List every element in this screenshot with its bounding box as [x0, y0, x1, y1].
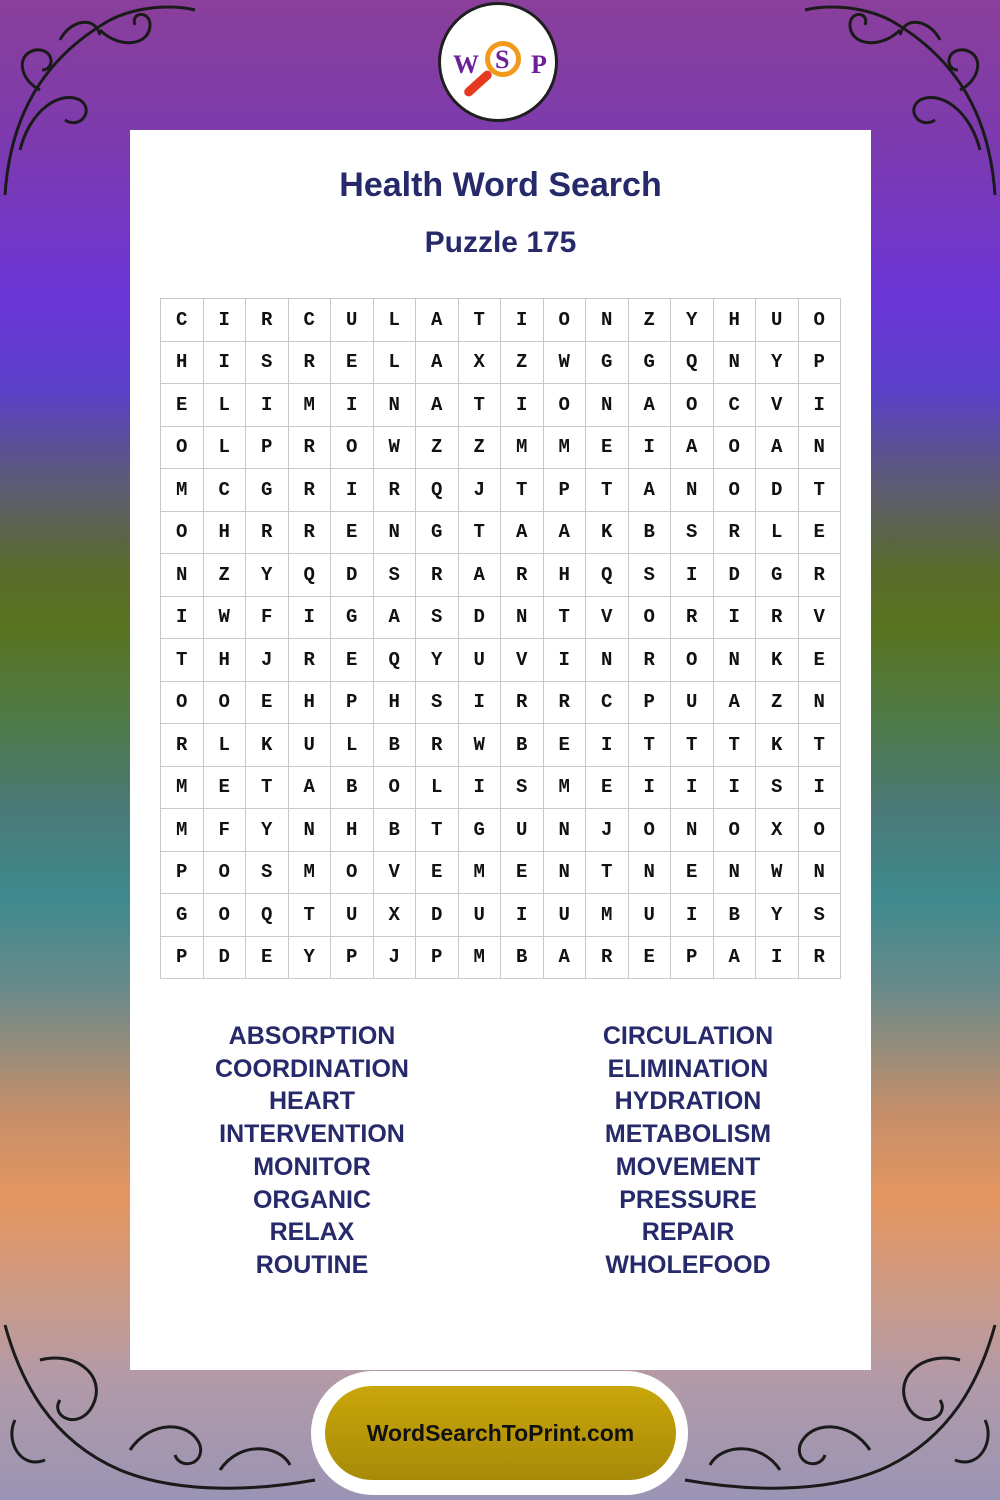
grid-cell[interactable]: F	[204, 809, 247, 852]
grid-cell[interactable]: S	[246, 852, 289, 895]
grid-cell[interactable]: S	[756, 767, 799, 810]
grid-cell[interactable]: I	[671, 554, 714, 597]
grid-cell[interactable]: T	[586, 469, 629, 512]
grid-cell[interactable]: S	[501, 767, 544, 810]
grid-cell[interactable]: I	[671, 894, 714, 937]
grid-cell[interactable]: O	[671, 384, 714, 427]
grid-cell[interactable]: N	[671, 809, 714, 852]
grid-cell[interactable]: Z	[416, 427, 459, 470]
grid-cell[interactable]: E	[204, 767, 247, 810]
grid-cell[interactable]: I	[671, 767, 714, 810]
grid-cell[interactable]: I	[714, 597, 757, 640]
grid-cell[interactable]: R	[799, 554, 842, 597]
grid-cell[interactable]: L	[204, 427, 247, 470]
grid-cell[interactable]: A	[671, 427, 714, 470]
grid-cell[interactable]: H	[204, 639, 247, 682]
grid-cell[interactable]: T	[586, 852, 629, 895]
grid-cell[interactable]: Y	[671, 299, 714, 342]
grid-cell[interactable]: G	[459, 809, 502, 852]
grid-cell[interactable]: S	[671, 512, 714, 555]
grid-cell[interactable]: Q	[289, 554, 332, 597]
grid-cell[interactable]: L	[756, 512, 799, 555]
grid-cell[interactable]: O	[331, 852, 374, 895]
grid-cell[interactable]: K	[586, 512, 629, 555]
word-list-item: ABSORPTION	[228, 1022, 396, 1050]
grid-cell[interactable]: A	[629, 384, 672, 427]
grid-cell[interactable]: A	[714, 937, 757, 980]
grid-cell[interactable]: R	[416, 554, 459, 597]
grid-cell[interactable]: N	[161, 554, 204, 597]
grid-cell[interactable]: A	[629, 469, 672, 512]
grid-cell[interactable]: S	[416, 682, 459, 725]
grid-cell[interactable]: O	[714, 809, 757, 852]
grid-cell[interactable]: U	[756, 299, 799, 342]
grid-cell[interactable]: A	[501, 512, 544, 555]
grid-cell[interactable]: E	[799, 512, 842, 555]
grid-cell[interactable]: N	[799, 682, 842, 725]
grid-cell[interactable]: Z	[459, 427, 502, 470]
word-list-item: INTERVENTION	[219, 1120, 405, 1149]
grid-cell[interactable]: T	[501, 469, 544, 512]
grid-cell[interactable]: A	[714, 682, 757, 725]
grid-cell[interactable]: D	[756, 469, 799, 512]
grid-cell[interactable]: C	[204, 469, 247, 512]
word-list-item: MONITOR	[253, 1152, 371, 1181]
grid-cell[interactable]: O	[161, 427, 204, 470]
grid-cell[interactable]: B	[374, 809, 417, 852]
page-title: Health Word Search	[339, 166, 662, 204]
grid-cell[interactable]: N	[544, 852, 587, 895]
grid-cell[interactable]: O	[799, 809, 842, 852]
grid-cell[interactable]: Z	[204, 554, 247, 597]
grid-cell[interactable]: U	[671, 682, 714, 725]
grid-cell[interactable]: I	[756, 937, 799, 980]
grid-cell[interactable]: K	[756, 639, 799, 682]
grid-cell[interactable]: R	[501, 554, 544, 597]
grid-cell[interactable]: E	[544, 724, 587, 767]
grid-cell[interactable]: G	[246, 469, 289, 512]
grid-cell[interactable]: Q	[246, 894, 289, 937]
puzzle-card	[130, 130, 871, 1370]
grid-cell[interactable]: M	[161, 767, 204, 810]
grid-cell[interactable]: E	[629, 937, 672, 980]
grid-cell[interactable]: R	[629, 639, 672, 682]
logo-letter-s: S	[495, 45, 510, 74]
grid-cell[interactable]: V	[501, 639, 544, 682]
grid-cell[interactable]: M	[544, 427, 587, 470]
grid-cell[interactable]: N	[629, 852, 672, 895]
grid-cell[interactable]: S	[799, 894, 842, 937]
grid-cell[interactable]: S	[374, 554, 417, 597]
site-logo[interactable]	[438, 2, 558, 122]
grid-cell[interactable]: W	[459, 724, 502, 767]
grid-cell[interactable]: I	[799, 384, 842, 427]
grid-cell[interactable]: P	[246, 427, 289, 470]
grid-cell[interactable]: L	[374, 342, 417, 385]
grid-cell[interactable]: I	[501, 384, 544, 427]
grid-cell[interactable]: T	[671, 724, 714, 767]
grid-cell[interactable]: R	[289, 469, 332, 512]
grid-cell[interactable]: Y	[756, 894, 799, 937]
grid-cell[interactable]: B	[331, 767, 374, 810]
grid-cell[interactable]: I	[161, 597, 204, 640]
grid-cell[interactable]: A	[374, 597, 417, 640]
puzzle-number: Puzzle 175	[424, 226, 577, 259]
grid-cell[interactable]: A	[416, 299, 459, 342]
grid-cell[interactable]: B	[629, 512, 672, 555]
grid-cell[interactable]: Z	[756, 682, 799, 725]
grid-cell[interactable]: E	[416, 852, 459, 895]
grid-cell[interactable]: A	[544, 937, 587, 980]
word-list-item: METABOLISM	[604, 1120, 772, 1149]
grid-cell[interactable]: Y	[756, 342, 799, 385]
grid-cell[interactable]: E	[671, 852, 714, 895]
grid-cell[interactable]: G	[331, 597, 374, 640]
word-list-item: PRESSURE	[619, 1185, 757, 1214]
grid-cell[interactable]: D	[714, 554, 757, 597]
grid-cell[interactable]: I	[459, 767, 502, 810]
grid-cell[interactable]: J	[246, 639, 289, 682]
grid-cell[interactable]: I	[289, 597, 332, 640]
grid-cell[interactable]: W	[204, 597, 247, 640]
grid-cell[interactable]: N	[289, 809, 332, 852]
grid-cell[interactable]: R	[416, 724, 459, 767]
grid-cell[interactable]: R	[246, 299, 289, 342]
grid-cell[interactable]: M	[586, 894, 629, 937]
grid-cell[interactable]: Q	[671, 342, 714, 385]
word-list-item: CIRCULATION	[602, 1022, 774, 1050]
grid-cell[interactable]: I	[714, 767, 757, 810]
grid-cell[interactable]: D	[459, 597, 502, 640]
grid-cell[interactable]: M	[289, 852, 332, 895]
grid-cell[interactable]: U	[459, 639, 502, 682]
grid-cell[interactable]: P	[161, 937, 204, 980]
grid-cell[interactable]: O	[161, 512, 204, 555]
grid-cell[interactable]: C	[289, 299, 332, 342]
grid-cell[interactable]: K	[246, 724, 289, 767]
grid-cell[interactable]: W	[544, 342, 587, 385]
grid-cell[interactable]: T	[161, 639, 204, 682]
grid-cell[interactable]: T	[459, 299, 502, 342]
grid-cell[interactable]: B	[501, 724, 544, 767]
grid-cell[interactable]: U	[331, 299, 374, 342]
grid-cell[interactable]: L	[331, 724, 374, 767]
grid-cell[interactable]: R	[374, 469, 417, 512]
grid-cell[interactable]: B	[374, 724, 417, 767]
word-list-item: MOVEMENT	[615, 1152, 761, 1181]
word-list-left	[162, 1020, 462, 1282]
grid-cell[interactable]: T	[544, 597, 587, 640]
grid-cell[interactable]: U	[544, 894, 587, 937]
word-list-right	[538, 1020, 838, 1282]
grid-cell[interactable]: W	[374, 427, 417, 470]
grid-cell[interactable]: Q	[416, 469, 459, 512]
grid-cell[interactable]: A	[289, 767, 332, 810]
grid-cell[interactable]: O	[331, 427, 374, 470]
grid-cell[interactable]: G	[416, 512, 459, 555]
grid-cell[interactable]: Q	[586, 554, 629, 597]
grid-cell[interactable]: E	[246, 682, 289, 725]
grid-cell[interactable]: A	[459, 554, 502, 597]
grid-cell[interactable]: L	[204, 384, 247, 427]
grid-cell[interactable]: R	[586, 937, 629, 980]
grid-cell[interactable]: E	[586, 767, 629, 810]
word-list-item: REPAIR	[641, 1218, 735, 1247]
grid-cell[interactable]: O	[544, 384, 587, 427]
logo-letter-p: P	[531, 50, 547, 79]
grid-cell[interactable]: N	[544, 809, 587, 852]
grid-cell[interactable]: R	[756, 597, 799, 640]
logo-letter-w: W	[453, 50, 479, 79]
word-list-item: WHOLEFOOD	[605, 1250, 771, 1279]
word-list-item: ORGANIC	[252, 1185, 372, 1214]
grid-cell[interactable]: T	[459, 384, 502, 427]
grid-cell[interactable]: I	[459, 682, 502, 725]
grid-cell[interactable]: U	[501, 809, 544, 852]
grid-cell[interactable]: G	[161, 894, 204, 937]
grid-cell[interactable]: E	[331, 342, 374, 385]
grid-cell[interactable]: T	[459, 512, 502, 555]
grid-cell[interactable]: T	[799, 469, 842, 512]
grid-cell[interactable]: I	[544, 639, 587, 682]
grid-cell[interactable]: W	[756, 852, 799, 895]
grid-cell[interactable]: P	[331, 937, 374, 980]
grid-cell[interactable]: K	[756, 724, 799, 767]
grid-cell[interactable]: D	[204, 937, 247, 980]
grid-cell[interactable]: I	[331, 469, 374, 512]
grid-cell[interactable]: H	[374, 682, 417, 725]
grid-cell[interactable]: T	[714, 724, 757, 767]
grid-cell[interactable]: M	[501, 427, 544, 470]
grid-cell[interactable]: H	[714, 299, 757, 342]
grid-cell[interactable]: N	[374, 384, 417, 427]
grid-cell[interactable]: E	[799, 639, 842, 682]
grid-cell[interactable]: D	[416, 894, 459, 937]
grid-cell[interactable]: E	[501, 852, 544, 895]
grid-cell[interactable]: X	[459, 342, 502, 385]
grid-cell[interactable]: H	[204, 512, 247, 555]
grid-cell[interactable]: V	[799, 597, 842, 640]
grid-cell[interactable]: P	[629, 682, 672, 725]
grid-cell[interactable]: R	[246, 512, 289, 555]
letter-grid	[160, 298, 841, 979]
grid-cell[interactable]: N	[714, 639, 757, 682]
grid-cell[interactable]: R	[714, 512, 757, 555]
grid-cell[interactable]: X	[374, 894, 417, 937]
grid-cell[interactable]: U	[629, 894, 672, 937]
grid-cell[interactable]: R	[289, 427, 332, 470]
grid-cell[interactable]: S	[246, 342, 289, 385]
grid-cell[interactable]: N	[501, 597, 544, 640]
grid-cell[interactable]: O	[629, 809, 672, 852]
word-list-item: ROUTINE	[255, 1250, 369, 1279]
grid-cell[interactable]: O	[799, 299, 842, 342]
grid-cell[interactable]: X	[756, 809, 799, 852]
grid-cell[interactable]: Z	[501, 342, 544, 385]
grid-cell[interactable]: R	[289, 639, 332, 682]
grid-cell[interactable]: I	[629, 427, 672, 470]
grid-cell[interactable]: V	[586, 597, 629, 640]
grid-cell[interactable]: I	[246, 384, 289, 427]
grid-cell[interactable]: O	[374, 767, 417, 810]
footer-website-link[interactable]: WordSearchToPrint.com	[325, 1386, 676, 1480]
grid-cell[interactable]: N	[671, 469, 714, 512]
grid-cell[interactable]: O	[671, 639, 714, 682]
grid-cell[interactable]: A	[544, 512, 587, 555]
grid-cell[interactable]: R	[289, 512, 332, 555]
grid-cell[interactable]: P	[416, 937, 459, 980]
grid-cell[interactable]: E	[161, 384, 204, 427]
grid-cell[interactable]: J	[459, 469, 502, 512]
grid-cell[interactable]: I	[586, 724, 629, 767]
word-list-item: RELAX	[269, 1218, 355, 1247]
grid-cell[interactable]: M	[544, 767, 587, 810]
grid-cell[interactable]: I	[629, 767, 672, 810]
word-list-item: HEART	[268, 1087, 356, 1116]
grid-cell[interactable]: P	[799, 342, 842, 385]
grid-cell[interactable]: J	[374, 937, 417, 980]
grid-cell[interactable]: O	[161, 682, 204, 725]
word-list-item: HYDRATION	[614, 1087, 762, 1116]
word-list-item: ELIMINATION	[607, 1054, 769, 1083]
grid-cell[interactable]: V	[374, 852, 417, 895]
grid-cell[interactable]: U	[289, 724, 332, 767]
grid-cell[interactable]: B	[501, 937, 544, 980]
grid-cell[interactable]: T	[246, 767, 289, 810]
grid-cell[interactable]: L	[204, 724, 247, 767]
grid-cell[interactable]: J	[586, 809, 629, 852]
grid-cell[interactable]: O	[714, 427, 757, 470]
grid-cell[interactable]: O	[204, 682, 247, 725]
grid-cell[interactable]: M	[161, 469, 204, 512]
grid-cell[interactable]: P	[161, 852, 204, 895]
grid-cell[interactable]: T	[289, 894, 332, 937]
grid-cell[interactable]: O	[544, 299, 587, 342]
grid-cell[interactable]: C	[714, 384, 757, 427]
grid-cell[interactable]: E	[331, 512, 374, 555]
grid-cell[interactable]: O	[714, 469, 757, 512]
grid-cell[interactable]: U	[459, 894, 502, 937]
grid-cell[interactable]: G	[756, 554, 799, 597]
grid-cell[interactable]: R	[289, 342, 332, 385]
grid-cell[interactable]: A	[416, 384, 459, 427]
grid-cell[interactable]: E	[586, 427, 629, 470]
grid-cell[interactable]: U	[331, 894, 374, 937]
grid-cell[interactable]: O	[204, 894, 247, 937]
grid-cell[interactable]: H	[331, 809, 374, 852]
grid-cell[interactable]: O	[629, 597, 672, 640]
grid-cell[interactable]: R	[799, 937, 842, 980]
grid-cell[interactable]: L	[374, 299, 417, 342]
grid-cell[interactable]: Y	[246, 554, 289, 597]
grid-cell[interactable]: N	[586, 384, 629, 427]
grid-cell[interactable]: B	[714, 894, 757, 937]
grid-cell[interactable]: E	[246, 937, 289, 980]
grid-cell[interactable]: I	[799, 767, 842, 810]
grid-cell[interactable]: T	[629, 724, 672, 767]
grid-cell[interactable]: I	[204, 342, 247, 385]
grid-cell[interactable]: Y	[416, 639, 459, 682]
grid-cell[interactable]: M	[459, 852, 502, 895]
grid-cell[interactable]: F	[246, 597, 289, 640]
grid-cell[interactable]: P	[544, 469, 587, 512]
grid-cell[interactable]: I	[204, 299, 247, 342]
grid-cell[interactable]: N	[586, 639, 629, 682]
grid-cell[interactable]: C	[586, 682, 629, 725]
word-list-item: COORDINATION	[215, 1054, 409, 1083]
grid-cell[interactable]: N	[714, 342, 757, 385]
grid-cell[interactable]: N	[374, 512, 417, 555]
grid-cell[interactable]: P	[331, 682, 374, 725]
grid-cell[interactable]: M	[161, 809, 204, 852]
grid-cell[interactable]: H	[289, 682, 332, 725]
grid-cell[interactable]: R	[501, 682, 544, 725]
grid-cell[interactable]: P	[671, 937, 714, 980]
grid-cell[interactable]: S	[629, 554, 672, 597]
grid-cell[interactable]: R	[544, 682, 587, 725]
grid-cell[interactable]: M	[289, 384, 332, 427]
grid-cell[interactable]: S	[416, 597, 459, 640]
grid-cell[interactable]: Y	[289, 937, 332, 980]
grid-cell[interactable]: N	[586, 299, 629, 342]
grid-cell[interactable]: R	[161, 724, 204, 767]
grid-cell[interactable]: I	[331, 384, 374, 427]
grid-cell[interactable]: O	[204, 852, 247, 895]
grid-cell[interactable]: Y	[246, 809, 289, 852]
grid-cell[interactable]: G	[629, 342, 672, 385]
grid-cell[interactable]: N	[714, 852, 757, 895]
grid-cell[interactable]: I	[501, 894, 544, 937]
grid-cell[interactable]: T	[799, 724, 842, 767]
grid-cell[interactable]: R	[671, 597, 714, 640]
grid-cell[interactable]: D	[331, 554, 374, 597]
grid-cell[interactable]: Z	[629, 299, 672, 342]
grid-cell[interactable]: H	[161, 342, 204, 385]
grid-cell[interactable]: Q	[374, 639, 417, 682]
grid-cell[interactable]: E	[331, 639, 374, 682]
grid-cell[interactable]: G	[586, 342, 629, 385]
grid-cell[interactable]: A	[416, 342, 459, 385]
grid-cell[interactable]: H	[544, 554, 587, 597]
grid-cell[interactable]: M	[459, 937, 502, 980]
grid-cell[interactable]: V	[756, 384, 799, 427]
grid-cell[interactable]: N	[799, 427, 842, 470]
grid-cell[interactable]: T	[416, 809, 459, 852]
grid-cell[interactable]: N	[799, 852, 842, 895]
grid-cell[interactable]: C	[161, 299, 204, 342]
grid-cell[interactable]: A	[756, 427, 799, 470]
grid-cell[interactable]: I	[501, 299, 544, 342]
grid-cell[interactable]: L	[416, 767, 459, 810]
